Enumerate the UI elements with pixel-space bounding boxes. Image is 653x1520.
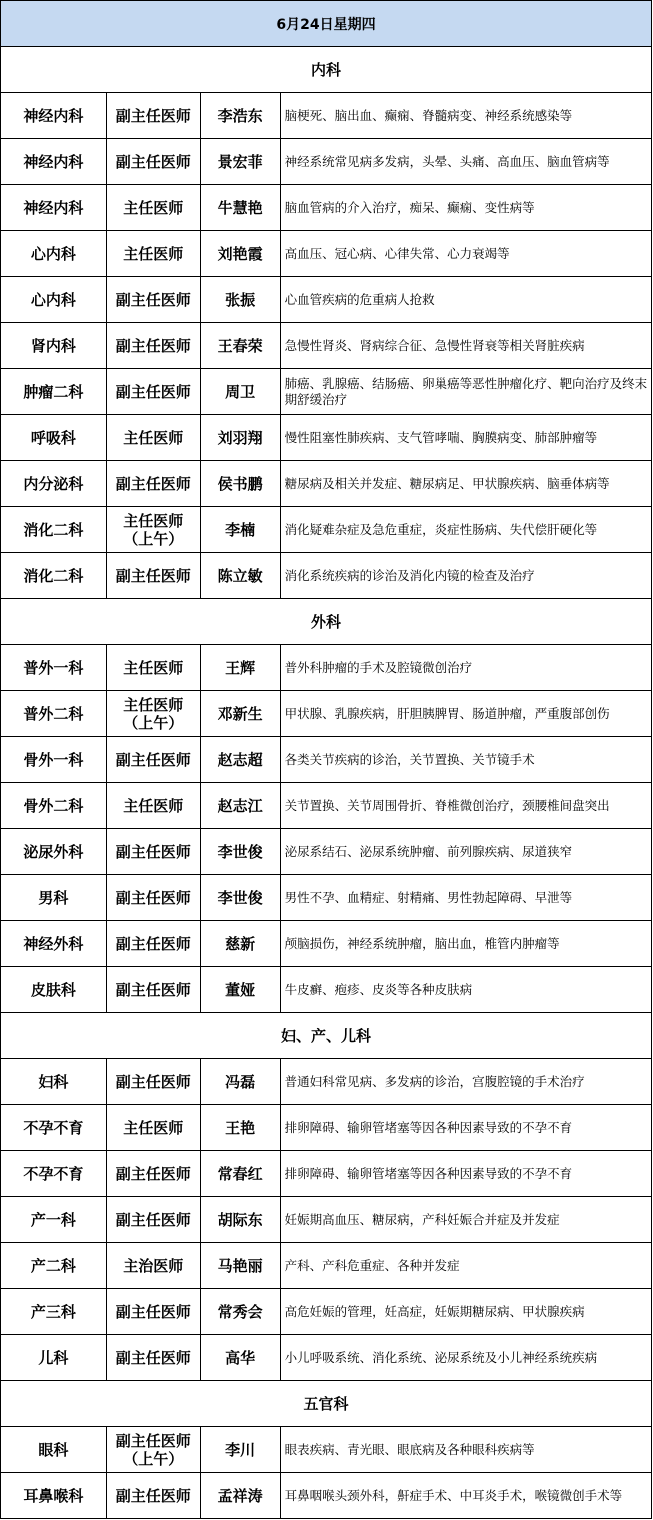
doctor-name-cell: 王春荣: [201, 323, 281, 368]
doctor-title: 主任医师: [123, 695, 184, 714]
doctor-row: [1, 921, 652, 967]
doctor-title: 副主任医师: [115, 1302, 191, 1321]
department-cell: 神经内科: [1, 185, 107, 230]
doctor-title-cell: [107, 645, 201, 690]
doctor-title: 主任医师: [123, 796, 184, 815]
department-cell: 不孕不育: [1, 1105, 107, 1150]
doctor-name-cell: 常秀会: [201, 1289, 281, 1334]
department-cell: 骨外一科: [1, 737, 107, 782]
department-cell: 产一科: [1, 1197, 107, 1242]
doctor-title-cell: [107, 277, 201, 322]
doctor-title-cell: [107, 507, 201, 552]
doctor-name-cell: 马艳丽: [201, 1243, 281, 1288]
doctor-row: [1, 93, 652, 139]
department-cell: 不孕不育: [1, 1151, 107, 1196]
doctor-title-cell: [107, 323, 201, 368]
section-name: 五官科: [303, 1395, 349, 1413]
department-cell: 肾内科: [1, 323, 107, 368]
doctor-title-cell: [107, 737, 201, 782]
doctor-row: [1, 1473, 652, 1519]
department-cell: 儿科: [1, 1335, 107, 1380]
department-cell: 消化二科: [1, 553, 107, 598]
specialty-cell: 心血管疾病的危重病人抢救: [281, 277, 652, 322]
doctor-row: [1, 645, 652, 691]
doctor-title: 副主任医师: [115, 336, 191, 355]
doctor-title: 副主任医师: [115, 106, 191, 125]
specialty-cell: 关节置换、关节周围骨折、脊椎微创治疗，颈腰椎间盘突出: [281, 783, 652, 828]
specialty-cell: 产科、产科危重症、各种并发症: [281, 1243, 652, 1288]
doctor-name-cell: 刘艳霞: [201, 231, 281, 276]
doctor-title: 副主任医师: [115, 290, 191, 309]
sections-container: [1, 47, 652, 1519]
doctor-title: 副主任医师: [115, 152, 191, 171]
doctor-title: 副主任医师: [115, 566, 191, 585]
doctor-row: [1, 277, 652, 323]
specialty-cell: 肺癌、乳腺癌、结肠癌、卵巢癌等恶性肿瘤化疗、靶向治疗及终末期舒缓治疗: [281, 369, 652, 414]
doctor-name-cell: 侯书鹏: [201, 461, 281, 506]
department-cell: 眼科: [1, 1427, 107, 1472]
specialty-cell: 耳鼻咽喉头颈外科，鼾症手术、中耳炎手术，喉镜微创手术等: [281, 1473, 652, 1518]
doctor-name-cell: 赵志超: [201, 737, 281, 782]
specialty-cell: 颅脑损伤，神经系统肿瘤，脑出血，椎管内肿瘤等: [281, 921, 652, 966]
department-cell: 妇科: [1, 1059, 107, 1104]
department-cell: 骨外二科: [1, 783, 107, 828]
department-cell: 耳鼻喉科: [1, 1473, 107, 1518]
doctor-title: 副主任医师: [115, 980, 191, 999]
department-cell: 内分泌科: [1, 461, 107, 506]
department-cell: 呼吸科: [1, 415, 107, 460]
doctor-title-cell: [107, 93, 201, 138]
doctor-title-cell: [107, 1427, 201, 1472]
doctor-title-cell: [107, 553, 201, 598]
doctor-title: 主任医师: [123, 658, 184, 677]
specialty-cell: 脑梗死、脑出血、癫痫、脊髓病变、神经系统感染等: [281, 93, 652, 138]
doctor-title: 副主任医师: [115, 934, 191, 953]
doctor-title-cell: [107, 415, 201, 460]
doctor-name-cell: 刘羽翔: [201, 415, 281, 460]
doctor-title-cell: [107, 231, 201, 276]
specialty-cell: 妊娠期高血压、糖尿病，产科妊娠合并症及并发症: [281, 1197, 652, 1242]
department-cell: 普外一科: [1, 645, 107, 690]
department-cell: 产二科: [1, 1243, 107, 1288]
doctor-row: [1, 415, 652, 461]
doctor-title-cell: [107, 783, 201, 828]
doctor-title-cell: [107, 185, 201, 230]
doctor-name-cell: 董娅: [201, 967, 281, 1012]
doctor-title: 副主任医师: [115, 1210, 191, 1229]
doctor-name-cell: 王艳: [201, 1105, 281, 1150]
doctor-name-cell: 李世俊: [201, 829, 281, 874]
department-cell: 心内科: [1, 231, 107, 276]
doctor-title: 副主任医师: [115, 1486, 191, 1505]
doctor-row: [1, 829, 652, 875]
doctor-name-cell: 牛慧艳: [201, 185, 281, 230]
specialty-cell: 脑血管病的介入治疗，痴呆、癫痫、变性病等: [281, 185, 652, 230]
schedule-date-title: 6月24日星期四: [276, 16, 376, 33]
section-name: 外科: [310, 613, 341, 631]
department-cell: 消化二科: [1, 507, 107, 552]
doctor-title-cell: [107, 461, 201, 506]
table-title-row: [1, 1, 652, 47]
department-cell: 普外二科: [1, 691, 107, 736]
department-cell: 神经内科: [1, 139, 107, 184]
specialty-cell: 小儿呼吸系统、消化系统、泌尿系统及小儿神经系统疾病: [281, 1335, 652, 1380]
section-header: [1, 599, 652, 645]
specialty-cell: 糖尿病及相关并发症、糖尿病足、甲状腺疾病、脑垂体病等: [281, 461, 652, 506]
doctor-row: [1, 185, 652, 231]
doctor-title-cell: [107, 875, 201, 920]
doctor-title-cell: [107, 1105, 201, 1150]
specialty-cell: 神经系统常见病多发病，头晕、头痛、高血压、脑血管病等: [281, 139, 652, 184]
doctor-name-cell: 李楠: [201, 507, 281, 552]
doctor-name-cell: 李川: [201, 1427, 281, 1472]
specialty-cell: 排卵障碍、输卵管堵塞等因各种因素导致的不孕不育: [281, 1105, 652, 1150]
doctor-row: [1, 737, 652, 783]
doctor-title: 副主任医师: [115, 474, 191, 493]
specialty-cell: 眼表疾病、青光眼、眼底病及各种眼科疾病等: [281, 1427, 652, 1472]
doctor-title: 主治医师: [123, 1256, 184, 1275]
doctor-title: 副主任医师: [115, 888, 191, 907]
doctor-name-cell: 张振: [201, 277, 281, 322]
doctor-title-cell: [107, 139, 201, 184]
doctor-title-cell: [107, 1243, 201, 1288]
specialty-cell: 普外科肿瘤的手术及腔镜微创治疗: [281, 645, 652, 690]
doctor-name-cell: 赵志江: [201, 783, 281, 828]
doctor-title-cell: [107, 967, 201, 1012]
doctor-row: [1, 1151, 652, 1197]
doctor-row: [1, 967, 652, 1013]
doctor-name-cell: 常春红: [201, 1151, 281, 1196]
specialty-cell: 各类关节疾病的诊治，关节置换、关节镜手术: [281, 737, 652, 782]
doctor-row: [1, 461, 652, 507]
department-cell: 皮肤科: [1, 967, 107, 1012]
section-header: [1, 1381, 652, 1427]
doctor-title-cell: [107, 1151, 201, 1196]
section-name: 内科: [310, 61, 341, 79]
doctor-row: [1, 875, 652, 921]
doctor-row: [1, 1105, 652, 1151]
doctor-row: [1, 1335, 652, 1381]
specialty-cell: 消化疑难杂症及急危重症，炎症性肠病、失代偿肝硬化等: [281, 507, 652, 552]
doctor-name-cell: 王辉: [201, 645, 281, 690]
doctor-title-cell: [107, 921, 201, 966]
section-name: 妇、产、儿科: [280, 1027, 371, 1045]
doctor-title: 主任医师: [123, 511, 184, 530]
doctor-row: [1, 1059, 652, 1105]
doctor-name-cell: 冯磊: [201, 1059, 281, 1104]
specialty-cell: 泌尿系结石、泌尿系统肿瘤、前列腺疾病、尿道狭窄: [281, 829, 652, 874]
doctor-title: 主任医师: [123, 198, 184, 217]
doctor-row: [1, 369, 652, 415]
doctor-row: [1, 323, 652, 369]
doctor-row: [1, 1289, 652, 1335]
doctor-title-cell: [107, 1473, 201, 1518]
doctor-name-cell: 景宏菲: [201, 139, 281, 184]
doctor-row: [1, 231, 652, 277]
doctor-title: 主任医师: [123, 428, 184, 447]
doctor-name-cell: 胡际东: [201, 1197, 281, 1242]
department-cell: 心内科: [1, 277, 107, 322]
specialty-cell: 高血压、冠心病、心律失常、心力衰竭等: [281, 231, 652, 276]
department-cell: 产三科: [1, 1289, 107, 1334]
section-header: [1, 1013, 652, 1059]
doctor-title-note: （上午）: [123, 713, 184, 732]
doctor-name-cell: 陈立敏: [201, 553, 281, 598]
doctor-title: 副主任医师: [115, 1164, 191, 1183]
doctor-title-cell: [107, 691, 201, 736]
doctor-row: [1, 1427, 652, 1473]
doctor-name-cell: 周卫: [201, 369, 281, 414]
doctor-title-cell: [107, 1289, 201, 1334]
section-header: [1, 47, 652, 93]
doctor-row: [1, 139, 652, 185]
department-cell: 泌尿外科: [1, 829, 107, 874]
specialty-cell: 甲状腺、乳腺疾病，肝胆胰脾胃、肠道肿瘤，严重腹部创伤: [281, 691, 652, 736]
doctor-title: 副主任医师: [115, 1072, 191, 1091]
doctor-title-cell: [107, 369, 201, 414]
department-cell: 肿瘤二科: [1, 369, 107, 414]
doctor-name-cell: 邓新生: [201, 691, 281, 736]
specialty-cell: 普通妇科常见病、多发病的诊治，宫腹腔镜的手术治疗: [281, 1059, 652, 1104]
doctor-name-cell: 孟祥涛: [201, 1473, 281, 1518]
doctor-name-cell: 李世俊: [201, 875, 281, 920]
doctor-title: 副主任医师: [115, 1431, 191, 1450]
specialty-cell: 高危妊娠的管理，妊高症，妊娠期糖尿病、甲状腺疾病: [281, 1289, 652, 1334]
department-cell: 神经外科: [1, 921, 107, 966]
doctor-name-cell: 慈新: [201, 921, 281, 966]
doctor-title-cell: [107, 1197, 201, 1242]
specialty-cell: 消化系统疾病的诊治及消化内镜的检查及治疗: [281, 553, 652, 598]
doctor-title: 副主任医师: [115, 750, 191, 769]
doctor-row: [1, 1197, 652, 1243]
doctor-title: 主任医师: [123, 244, 184, 263]
specialty-cell: 男性不孕、血精症、射精痛、男性勃起障碍、早泄等: [281, 875, 652, 920]
specialty-cell: 慢性阻塞性肺疾病、支气管哮喘、胸膜病变、肺部肿瘤等: [281, 415, 652, 460]
department-cell: 男科: [1, 875, 107, 920]
doctor-title-note: （上午）: [123, 1449, 184, 1468]
doctor-title-cell: [107, 1059, 201, 1104]
doctor-row: [1, 1243, 652, 1289]
doctor-name-cell: 高华: [201, 1335, 281, 1380]
department-cell: 神经内科: [1, 93, 107, 138]
doctor-title: 副主任医师: [115, 382, 191, 401]
doctor-row: [1, 783, 652, 829]
doctor-title: 副主任医师: [115, 842, 191, 861]
specialty-cell: 急慢性肾炎、肾病综合征、急慢性肾衰等相关肾脏疾病: [281, 323, 652, 368]
specialty-cell: 排卵障碍、输卵管堵塞等因各种因素导致的不孕不育: [281, 1151, 652, 1196]
doctor-row: [1, 507, 652, 553]
doctor-title-cell: [107, 1335, 201, 1380]
doctor-row: [1, 691, 652, 737]
doctor-title: 主任医师: [123, 1118, 184, 1137]
doctor-name-cell: 李浩东: [201, 93, 281, 138]
doctor-title: 副主任医师: [115, 1348, 191, 1367]
doctor-title-cell: [107, 829, 201, 874]
doctor-title-note: （上午）: [123, 529, 184, 548]
specialty-cell: 牛皮癣、疱疹、皮炎等各种皮肤病: [281, 967, 652, 1012]
doctor-row: [1, 553, 652, 599]
